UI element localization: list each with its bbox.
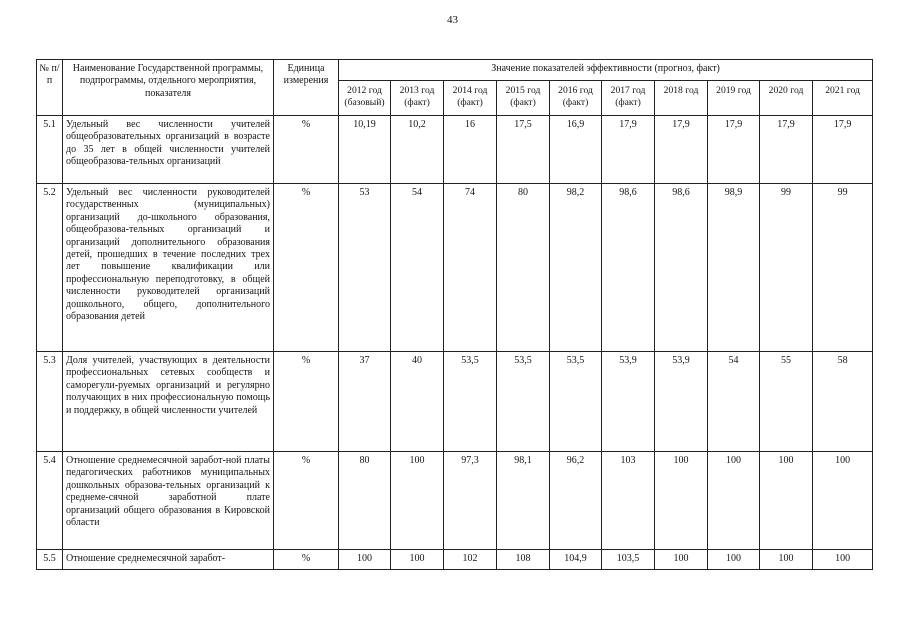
value-cell: 17,9 <box>760 116 813 184</box>
value-cell: 100 <box>339 550 391 570</box>
value-cell: 103,5 <box>602 550 655 570</box>
value-cell: 100 <box>655 452 708 550</box>
year-label: 2013 год <box>399 85 435 96</box>
table-row <box>37 116 873 184</box>
year-header <box>339 81 391 116</box>
year-note: (факт) <box>457 96 483 108</box>
year-label: 2012 год <box>347 85 382 96</box>
unit-cell: % <box>274 352 339 452</box>
value-cell: 53 <box>339 184 391 352</box>
value-cell: 16,9 <box>550 116 602 184</box>
year-label: 2019 год <box>716 85 751 96</box>
year-header <box>813 81 873 116</box>
value-cell: 100 <box>391 550 444 570</box>
indicator-name: Удельный вес численности учителей общеобразовательных организаций в возрасте до 35 лет в общей численности учителей общеобразова-тельных организаций <box>63 116 274 184</box>
value-cell: 17,9 <box>813 116 873 184</box>
value-cell: 96,2 <box>550 452 602 550</box>
row-number: 5.2 <box>37 184 63 352</box>
year-label: 2018 год <box>663 85 699 96</box>
value-cell: 100 <box>708 452 760 550</box>
unit-cell: % <box>274 452 339 550</box>
indicator-name: Отношение среднемесячной заработ-ной платы педагогических работников муниципальных дошкольных образова-тельных организаций к среднеме-сячной заработной плате организаций общего образования в Кировской области <box>63 452 274 550</box>
value-cell: 10,2 <box>391 116 444 184</box>
row-number: 5.4 <box>37 452 63 550</box>
indicators-table <box>36 59 873 570</box>
year-header <box>708 81 760 116</box>
value-cell: 100 <box>655 550 708 570</box>
year-header <box>760 81 813 116</box>
row-number: 5.3 <box>37 352 63 452</box>
year-note: (факт) <box>615 96 641 108</box>
value-cell: 53,9 <box>655 352 708 452</box>
unit-cell: % <box>274 184 339 352</box>
value-cell: 104,9 <box>550 550 602 570</box>
value-cell: 53,9 <box>602 352 655 452</box>
value-cell: 10,19 <box>339 116 391 184</box>
value-cell: 17,9 <box>708 116 760 184</box>
value-cell: 17,9 <box>602 116 655 184</box>
value-cell: 98,6 <box>655 184 708 352</box>
value-cell: 53,5 <box>497 352 550 452</box>
header-values: Значение показателей эффективности (прогноз, факт) <box>339 60 873 81</box>
year-note: (факт) <box>404 96 430 108</box>
value-cell: 99 <box>813 184 873 352</box>
value-cell: 98,9 <box>708 184 760 352</box>
page-number: 43 <box>447 14 458 26</box>
value-cell: 54 <box>391 184 444 352</box>
value-cell: 58 <box>813 352 873 452</box>
year-label: 2014 год <box>452 85 488 96</box>
year-note: (базовый) <box>344 96 385 108</box>
table-header <box>37 60 873 116</box>
value-cell: 54 <box>708 352 760 452</box>
value-cell: 37 <box>339 352 391 452</box>
year-label: 2021 год <box>825 85 860 96</box>
table-row <box>37 550 873 570</box>
year-note: (факт) <box>510 96 536 108</box>
year-note: (факт) <box>562 96 589 108</box>
value-cell: 103 <box>602 452 655 550</box>
header-num: № п/п <box>37 60 63 116</box>
value-cell: 100 <box>391 452 444 550</box>
value-cell: 74 <box>444 184 497 352</box>
value-cell: 100 <box>813 550 873 570</box>
year-header <box>497 81 550 116</box>
value-cell: 80 <box>339 452 391 550</box>
year-header <box>655 81 708 116</box>
value-cell: 40 <box>391 352 444 452</box>
year-label: 2016 год <box>558 85 593 96</box>
table-row <box>37 184 873 352</box>
value-cell: 98,1 <box>497 452 550 550</box>
year-header <box>550 81 602 116</box>
value-cell: 17,9 <box>655 116 708 184</box>
row-number: 5.1 <box>37 116 63 184</box>
unit-cell: % <box>274 550 339 570</box>
value-cell: 100 <box>813 452 873 550</box>
value-cell: 98,6 <box>602 184 655 352</box>
header-unit: Единица измерения <box>274 60 339 116</box>
value-cell: 102 <box>444 550 497 570</box>
header-name: Наименование Государственной программы, подпрограммы, отдельного мероприятия, показателя <box>63 60 274 116</box>
year-header <box>444 81 497 116</box>
value-cell: 99 <box>760 184 813 352</box>
indicator-name: Удельный вес численности руководителей государственных (муниципальных) организаций до-школьного образования, общеобразова-тельных организаций и организаций дополнительного образования детей, прошедших в течение последних трех лет повышение квалификации или профессиональную переподготовку, в общей численности руководителей организаций дошкольного, общего, дополнительного образования детей <box>63 184 274 352</box>
year-label: 2017 год <box>610 85 646 96</box>
indicator-name: Доля учителей, участвующих в деятельности профессиональных сетевых сообществ и саморегули-руемых организаций и регулярно получающих в них профессиональную помощь и поддержку, в общей численности учителей <box>63 352 274 452</box>
value-cell: 108 <box>497 550 550 570</box>
year-label: 2020 год <box>768 85 804 96</box>
value-cell: 100 <box>708 550 760 570</box>
value-cell: 80 <box>497 184 550 352</box>
year-header <box>391 81 444 116</box>
table-body <box>37 116 873 570</box>
value-cell: 97,3 <box>444 452 497 550</box>
value-cell: 98,2 <box>550 184 602 352</box>
year-header <box>602 81 655 116</box>
value-cell: 100 <box>760 452 813 550</box>
value-cell: 16 <box>444 116 497 184</box>
table-row <box>37 352 873 452</box>
value-cell: 53,5 <box>444 352 497 452</box>
unit-cell: % <box>274 116 339 184</box>
year-label: 2015 год <box>505 85 541 96</box>
indicator-name: Отношение среднемесячной заработ- <box>63 550 274 570</box>
table-row <box>37 452 873 550</box>
value-cell: 17,5 <box>497 116 550 184</box>
row-number: 5.5 <box>37 550 63 570</box>
value-cell: 53,5 <box>550 352 602 452</box>
value-cell: 100 <box>760 550 813 570</box>
value-cell: 55 <box>760 352 813 452</box>
